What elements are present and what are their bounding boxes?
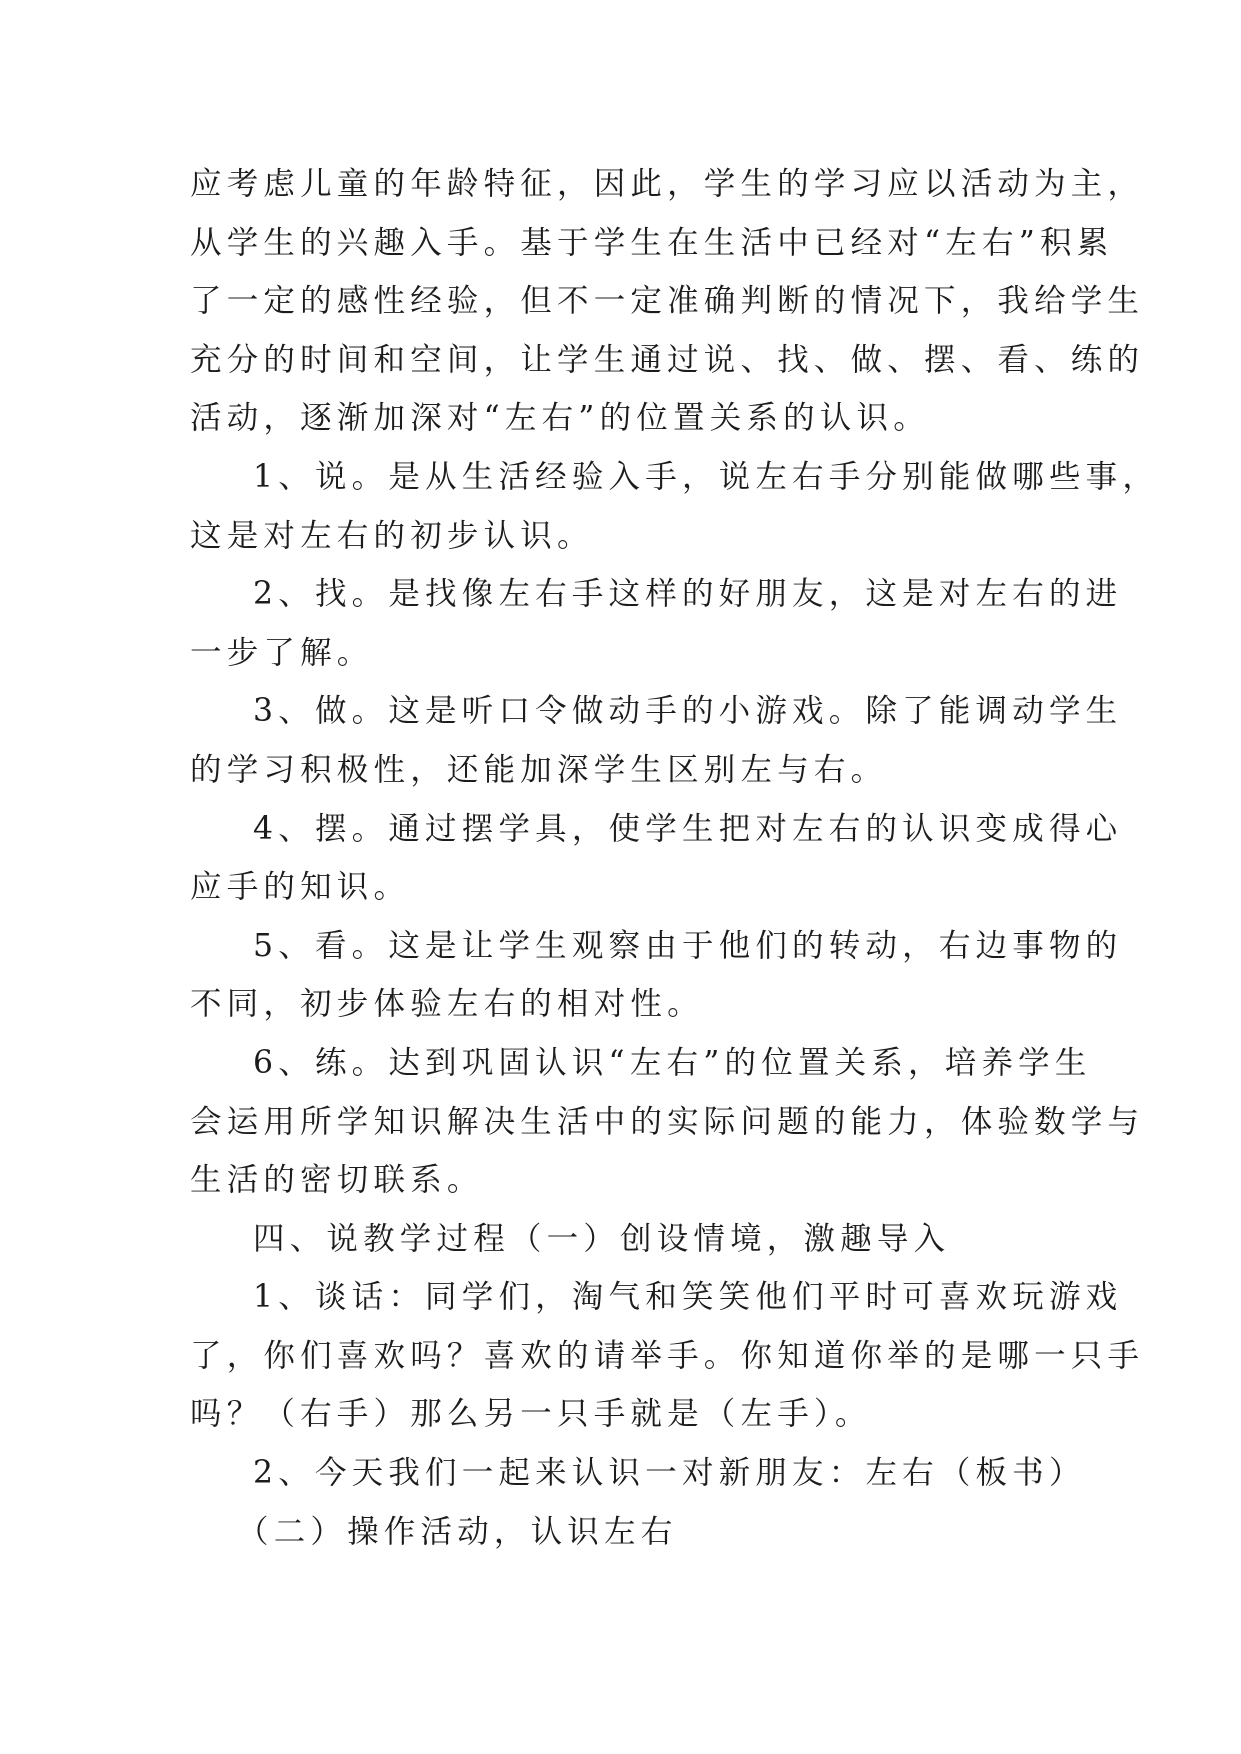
paragraph-step-1 bbox=[190, 1268, 1145, 1444]
text-line: 吗？（右手）那么另一只手就是（左手）。 bbox=[190, 1396, 872, 1433]
text-line: 5、看。这是让学生观察由于他们的转动，右边事物的 bbox=[253, 927, 1123, 964]
text-line: 了一定的感性经验，但不一定准确判断的情况下，我给学生 bbox=[190, 283, 1145, 320]
text-line: 6、练。达到巩固认识“左右”的位置关系，培养学生 bbox=[253, 1044, 1092, 1081]
text-line: 3、做。这是听口令做动手的小游戏。除了能调动学生 bbox=[253, 693, 1123, 730]
text-line: 应考虑儿童的年龄特征，因此，学生的学习应以活动为主， bbox=[190, 166, 1145, 202]
text-line: 从学生的兴趣入手。基于学生在生活中已经对“左右”积累 bbox=[190, 224, 1114, 261]
text-line: 1、说。是从生活经验入手，说左右手分别能做哪些事， bbox=[253, 458, 1160, 495]
text-line: 4、摆。通过摆学具，使学生把对左右的认识变成得心 bbox=[253, 810, 1123, 847]
text-line: 1、谈话：同学们，淘气和笑笑他们平时可喜欢玩游戏 bbox=[253, 1279, 1123, 1316]
text-line: 这是对左右的初步认识。 bbox=[190, 517, 594, 554]
paragraph-item-3 bbox=[190, 682, 1123, 799]
paragraph-item-2 bbox=[190, 565, 1123, 682]
paragraph-item-6 bbox=[190, 1034, 1145, 1210]
text-line: 不同，初步体验左右的相对性。 bbox=[190, 986, 704, 1023]
text-line: 生活的密切联系。 bbox=[190, 1162, 484, 1199]
text-line: 2、今天我们一起来认识一对新朋友：左右（板书） bbox=[253, 1455, 1086, 1492]
text-line: 充分的时间和空间，让学生通过说、找、做、摆、看、练的 bbox=[190, 341, 1145, 378]
paragraph-item-4 bbox=[190, 800, 1123, 917]
text-line: 的学习积极性，还能加深学生区别左与右。 bbox=[190, 751, 888, 788]
text-line: （二）操作活动，认识左右 bbox=[237, 1513, 678, 1550]
paragraph-item-1 bbox=[190, 448, 1160, 565]
text-line: 一步了解。 bbox=[190, 634, 374, 671]
text-line: 2、找。是找像左右手这样的好朋友，这是对左右的进 bbox=[253, 576, 1123, 613]
text-line: 了，你们喜欢吗？喜欢的请举手。你知道你举的是哪一只手 bbox=[190, 1337, 1145, 1374]
document-body bbox=[190, 155, 1160, 1561]
text-line: 会运用所学知识解决生活中的实际问题的能力，体验数学与 bbox=[190, 1103, 1145, 1140]
section-heading-teaching-process bbox=[190, 1210, 1070, 1269]
text-line: 应手的知识。 bbox=[190, 869, 411, 906]
paragraph-intro bbox=[190, 155, 1145, 448]
paragraph-step-2 bbox=[190, 1444, 1086, 1503]
paragraph-item-5 bbox=[190, 917, 1123, 1034]
text-line: 活动，逐渐加深对“左右”的位置关系的认识。 bbox=[190, 400, 930, 437]
subsection-heading-operation bbox=[190, 1503, 1070, 1562]
text-line: 四、说教学过程（一）创设情境，激趣导入 bbox=[253, 1220, 951, 1257]
